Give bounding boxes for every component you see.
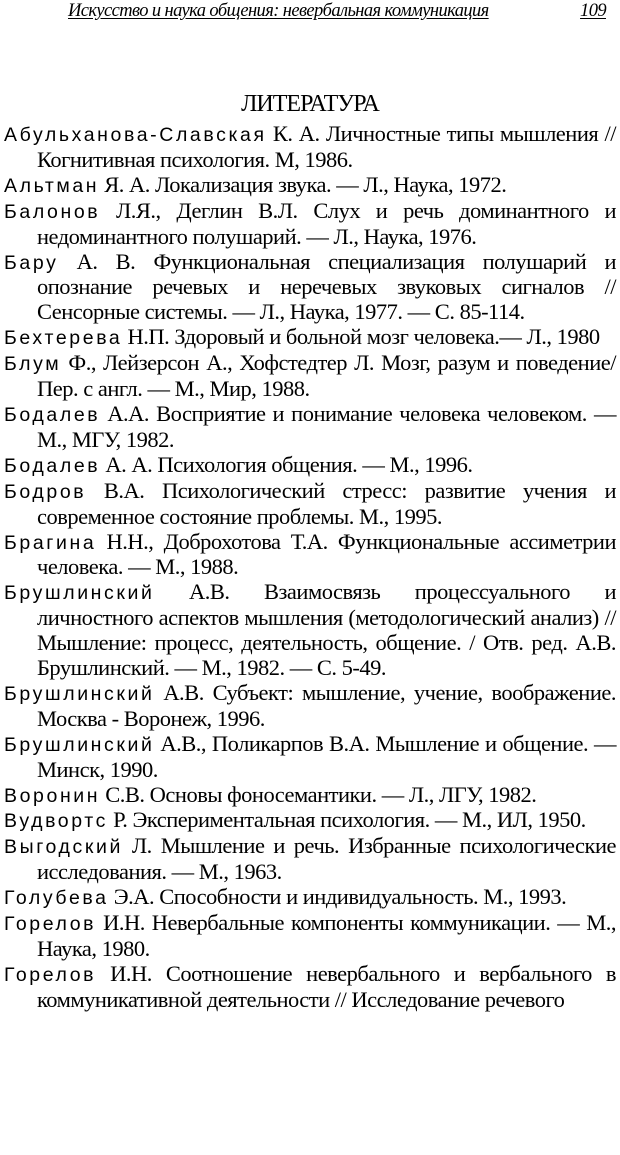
bibliography-entry: [4, 885, 616, 911]
running-header: [0, 0, 620, 26]
bibliography-entry: [4, 834, 616, 885]
entry-author: Брушлинский: [4, 733, 155, 756]
entry-author: Балонов: [4, 200, 101, 223]
entry-text: А.А. Восприятие и понимание человека человеком. — М., МГУ, 1982.: [37, 400, 616, 452]
entry-text: Н.П. Здоровый и больной мозг человека.— Л., 1980: [122, 324, 600, 350]
entry-author: Голубева: [4, 887, 109, 910]
bibliography-entry: [4, 911, 616, 962]
entry-author: Бехтерева: [4, 327, 123, 350]
bibliography-list: [4, 122, 616, 1013]
bibliography-entry: [4, 580, 616, 681]
bibliography-entry: [4, 351, 616, 402]
running-title: Искусство и наука общения: невербальная коммуникация: [68, 1, 489, 21]
entry-text: К. А. Личностные типы мышления // Когнитивная психология. М, 1986.: [37, 121, 616, 172]
bibliography-entry: [4, 453, 616, 479]
entry-text: И.Н. Невербальные компоненты коммуникации. — М., Наука, 1980.: [37, 910, 616, 961]
bibliography-entry: [4, 325, 616, 351]
entry-text: С.В. Основы фоносемантики. — Л., ЛГУ, 1982.: [100, 781, 537, 807]
bibliography-entry: [4, 530, 616, 581]
bibliography-entry: [4, 199, 616, 250]
page-number: 109: [580, 1, 606, 21]
section-title: ЛИТЕРАТУРА: [241, 91, 379, 117]
entry-author: Брагина: [4, 531, 97, 554]
entry-author: Воронин: [4, 784, 101, 807]
entry-author: Альтман: [4, 174, 100, 197]
entry-text: Ф., Лейзерсон А., Хофстедтер Л. Мозг, разум и поведение/Пер. с англ. — М., Мир, 1988.: [37, 350, 616, 402]
entry-text: Э.А. Способности и индивидуальность. М., 1993.: [108, 884, 567, 910]
entry-author: Брушлинский: [4, 582, 155, 605]
bibliography-entry: [4, 681, 616, 732]
entry-text: Л. Мышление и речь. Избранные психологические исследования. — М., 1963.: [37, 833, 616, 885]
bibliography-entry: [4, 173, 616, 199]
entry-text: А.В., Поликарпов В.А. Мышление и общение. — Минск, 1990.: [37, 730, 616, 782]
entry-author: Брушлинский: [4, 682, 155, 705]
entry-author: Бару: [4, 251, 59, 274]
entry-text: Н.Н., Доброхотова Т.А. Функциональные ассиметрии человека. — М., 1988.: [37, 528, 616, 580]
entry-author: Выгодский: [4, 836, 123, 859]
bibliography-entry: [4, 732, 616, 783]
entry-author: Горелов: [4, 963, 97, 986]
bibliography-entry: [4, 783, 616, 809]
bibliography-entry: [4, 479, 616, 530]
entry-author: Бодалев: [4, 454, 101, 477]
bibliography-entry: [4, 122, 616, 173]
bibliography-entry: [4, 250, 616, 326]
entry-text: А.В. Взаимосвязь процессуального и личностного аспектов мышления (методологический анализ) // Мышление: процесс, деятельность, общение. / Отв. ред. А.В. Брушлинский. — М., 1982. — С. 5-49.: [37, 579, 616, 681]
entry-author: Вудвортс: [4, 810, 108, 833]
bibliography-entry: [4, 402, 616, 453]
entry-text: Я. А. Локализация звука. — Л., Наука, 1972.: [99, 171, 507, 197]
entry-text: А. А. Психология общения. — М., 1996.: [100, 451, 473, 477]
entry-text: Р. Экспериментальная психология. — М., ИЛ, 1950.: [107, 807, 586, 833]
bibliography-entry: [4, 962, 616, 1013]
entry-text: А.В. Субъект: мышление, учение, воображение. Москва - Воронеж, 1996.: [37, 679, 616, 731]
entry-author: Бодров: [4, 480, 87, 503]
entry-text: Л.Я., Деглин В.Л. Слух и речь доминантного и недоминантного полушарий. — Л., Наука, 1976.: [37, 197, 616, 249]
entry-author: Горелов: [4, 913, 97, 936]
entry-author: Абульханова-Славская: [4, 124, 267, 146]
entry-author: Бодалев: [4, 403, 101, 426]
entry-text: В.А. Психологический стресс: развитие учения и современное состояние проблемы. М., 1995.: [37, 477, 616, 529]
entry-text: И.Н. Соотношение невербального и вербального в коммуникативной деятельности // Исследование речевого: [37, 960, 616, 1012]
bibliography-entry: [4, 808, 616, 834]
entry-author: Блум: [4, 353, 62, 376]
entry-text: А. В. Функциональная специализация полушарий и опознание речевых и неречевых звуковых сигналов // Сенсорные системы. — Л., Наука, 1977. — С. 85-114.: [37, 248, 616, 325]
